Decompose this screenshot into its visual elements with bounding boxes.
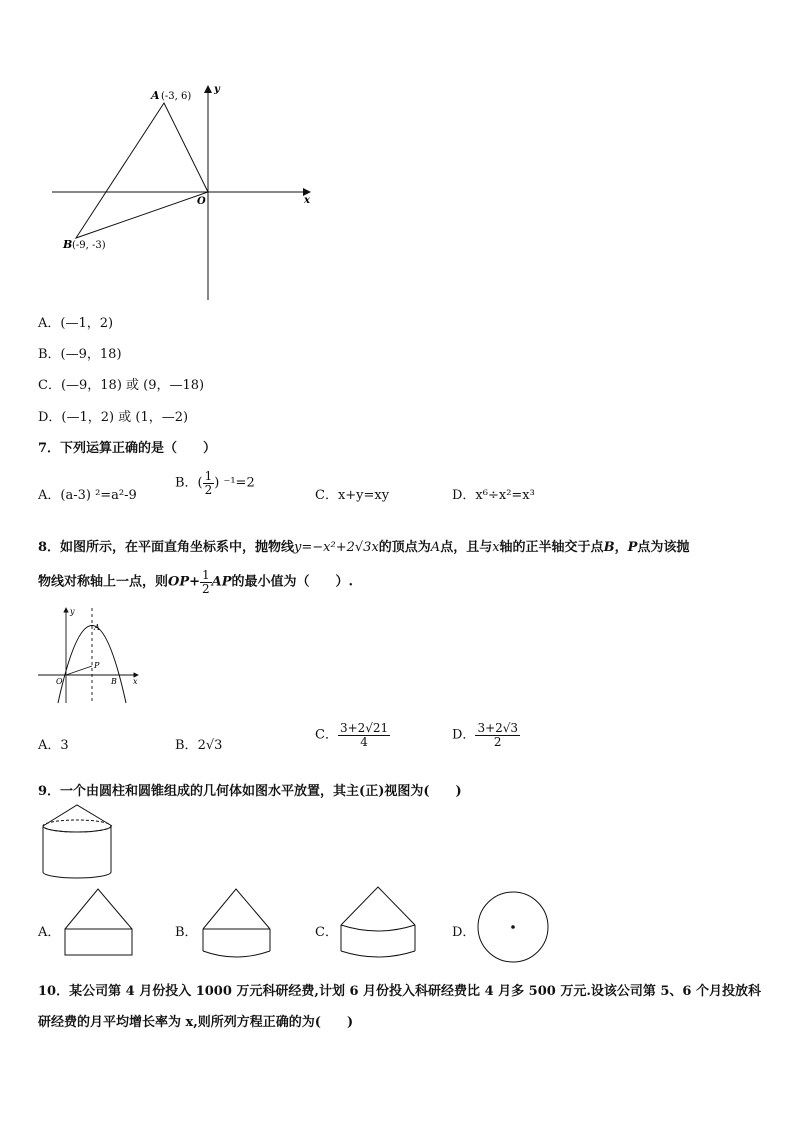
q8-option-c: C． $\frac{3+2√21}{4}$ <box>315 721 389 749</box>
q9-option-b-label: B． <box>175 925 198 940</box>
q8-stem-line2: 物线对称轴上一点，则OP+ $\frac{1}{2}$ AP的最小值为（ ）. <box>38 568 354 596</box>
q9-option-c-label: C． <box>315 925 338 940</box>
q9-stem: 9．一个由圆柱和圆锥组成的几何体如图水平放置，其主(正)视图为( ) <box>38 784 462 799</box>
q9-option-a-label: A． <box>38 925 61 940</box>
q8-stem-line1: 8．如图所示，在平面直角坐标系中，抛物线y=−x²+2√3x的顶点为A点，且与x轴的正半轴交于点B，P点为该抛 <box>38 540 690 555</box>
q8-origin-label: O <box>56 677 63 686</box>
q10-stem-line1: 10．某公司第 4 月份投入 1000 万元科研经费,计划 6 月份投入科研经费比 4 月多 500 万元.设该公司第 5、6 个月投放科 <box>38 984 761 999</box>
q8-option-b-value: 2√3 <box>197 738 223 753</box>
q10-stem-line2: 研经费的月平均增长率为 x,则所列方程正确的为( ) <box>38 1015 354 1030</box>
point-b-label: B <box>63 238 73 251</box>
cylinder-top-visible <box>43 826 111 832</box>
cylinder-bottom <box>43 872 111 878</box>
q8-half-fraction: $\frac{1}{2}$ <box>202 568 210 596</box>
q7-option-b-prefix: B．( <box>175 475 203 491</box>
q9-option-b-figure <box>198 885 278 960</box>
segment-op <box>66 666 92 675</box>
q7-stem: 7．下列运算正确的是（ ） <box>38 441 217 456</box>
origin-label: O <box>197 196 206 207</box>
point-a-label: A <box>151 89 160 102</box>
q9-option-d-label: D． <box>452 925 476 940</box>
q7-option-b <box>175 470 255 496</box>
q8-point-b-label: B <box>111 677 117 686</box>
q8-vertex-a-label: A <box>94 623 100 632</box>
q9-option-d-figure <box>476 890 556 965</box>
q8-y-label: y <box>70 607 75 616</box>
q9-option-a-figure <box>60 885 140 960</box>
q7-option-a: A．(a-3) ²=a²-9 <box>38 488 137 503</box>
parabola-figure <box>0 600 160 710</box>
cone-outline <box>43 805 112 826</box>
q7-option-c: C．x+y=xy <box>315 488 390 503</box>
q6-option-d: D．(—1，2) 或 (1，—2) <box>38 410 189 425</box>
q8-point-p-label: P <box>94 661 100 670</box>
y-axis-label: y <box>214 84 220 95</box>
q6-option-c: C．(—9，18) 或 (9，—18) <box>38 378 205 393</box>
triangle-coordinate-figure <box>0 0 794 310</box>
q8-option-b: B．2√3 <box>175 738 223 753</box>
triangle-aob <box>76 103 208 238</box>
point-b-coord: (-9, -3) <box>72 240 106 251</box>
q8-x-label: x <box>133 677 138 686</box>
point-a-coord: (-3, 6) <box>161 91 192 102</box>
q8-expression-ap: AP <box>211 574 232 590</box>
q7-option-b-suffix: ) ⁻¹=2 <box>214 475 255 491</box>
x-axis-label: x <box>304 195 310 206</box>
q8-option-d: D． $\frac{3+2√3}{2}$ <box>452 721 519 749</box>
q6-option-b: B．(—9，18) <box>38 347 122 362</box>
q8-option-c-fraction: $\frac{3+2√21}{4}$ <box>339 721 389 749</box>
q8-option-a: A．3 <box>38 738 69 753</box>
q8-option-d-fraction: $\frac{3+2√3}{2}$ <box>477 721 519 749</box>
q7-half-fraction: $\frac{1}{2}$ <box>204 469 213 497</box>
q9-option-c-figure <box>336 885 426 960</box>
q8-expression-op: OP+ <box>168 574 201 590</box>
q6-option-a: A．(—1，2) <box>38 316 114 331</box>
q8-parabola-formula: y=−x²+2√3x <box>294 540 379 555</box>
cone-cylinder-figure <box>0 800 140 885</box>
q7-option-d: D．x⁶÷x²=x³ <box>452 488 535 503</box>
